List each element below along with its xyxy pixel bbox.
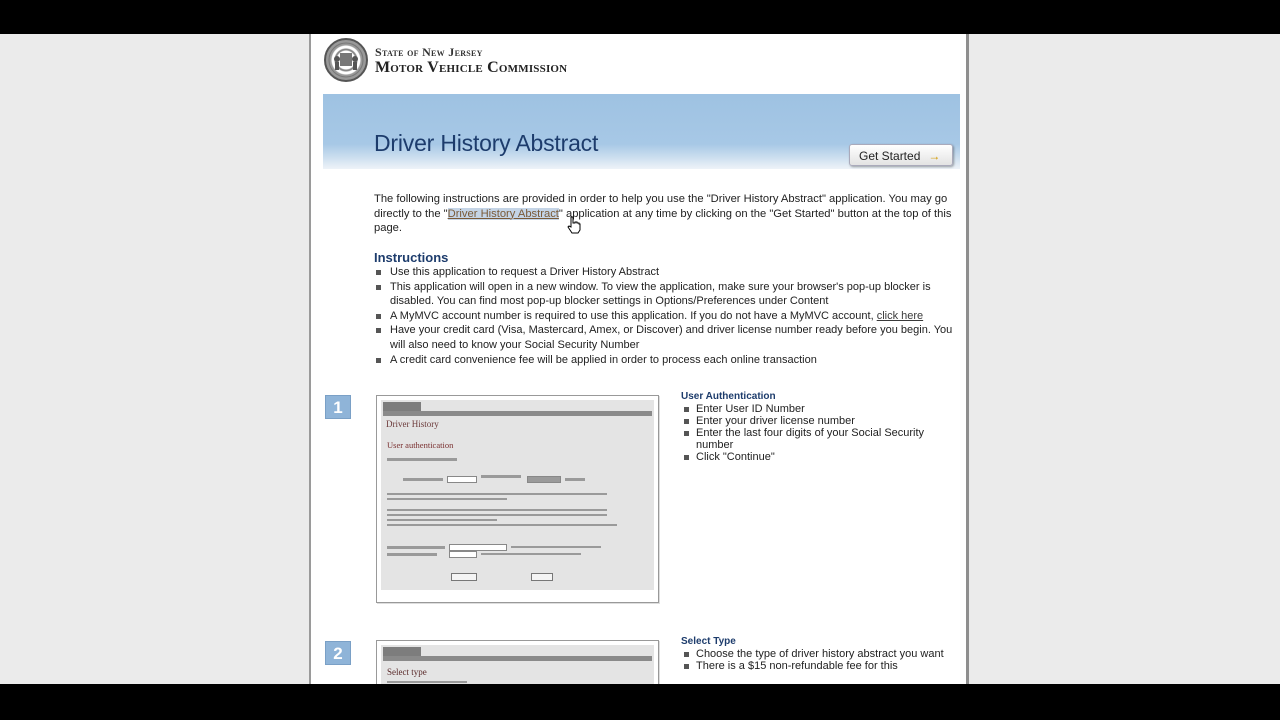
intro-text-start: The following instructions are provided in order to help you use the "Driver History Abstract" application. You may go directly to the ": [374, 193, 948, 220]
screenshot-subtitle: User authentication: [387, 440, 454, 450]
bullet-icon: [684, 664, 689, 669]
screenshot-text-line: [387, 681, 467, 683]
bullet-icon: [684, 652, 689, 657]
step-2-list: [681, 648, 956, 672]
screenshot-tab: [383, 402, 421, 411]
bullet-icon: [376, 358, 381, 363]
screenshot-field: [527, 476, 561, 483]
list-item: [681, 427, 956, 451]
screenshot-content: [381, 400, 654, 590]
list-item-text: Enter User ID Number: [696, 403, 805, 415]
list-item: [681, 660, 956, 672]
screenshot-title: Driver History: [386, 419, 439, 429]
screenshot-subtitle: Select type: [387, 667, 427, 677]
screenshot-text-line: [481, 553, 581, 555]
screenshot-content: [381, 645, 654, 684]
top-letterbox-bar: [0, 0, 1280, 34]
list-item: [374, 280, 964, 309]
page-banner: [323, 94, 960, 169]
instructions-list: [374, 265, 964, 367]
list-item-text: This application will open in a new window. To view the application, make sure your browser's pop-up blocker is disabled. You can find most pop-up blocker settings in Options/Preferences under Content: [390, 280, 931, 308]
bullet-icon: [684, 431, 689, 436]
list-item-text: Enter your driver license number: [696, 415, 855, 427]
driver-history-abstract-link[interactable]: Driver History Abstract: [447, 207, 559, 220]
list-item: [374, 323, 964, 352]
step-2-title: Select Type: [681, 636, 736, 647]
step-1-title: User Authentication: [681, 391, 776, 402]
list-item-text: Click "Continue": [696, 451, 775, 463]
screenshot-tab: [383, 647, 421, 656]
screenshot-text-line: [387, 458, 457, 461]
step-1-badge: 1: [325, 395, 351, 419]
list-item-text: Choose the type of driver history abstract you want: [696, 648, 944, 660]
screenshot-text-line: [387, 546, 445, 549]
instructions-heading: Instructions: [374, 250, 449, 265]
intro-text-end: " application at any time by clicking on the "Get Started" button at the top of this page.: [374, 207, 952, 235]
screenshot-cancel-button: [531, 573, 553, 581]
bullet-icon: [376, 285, 381, 290]
list-item: [681, 451, 956, 463]
click-here-link[interactable]: click here: [876, 309, 924, 322]
step-2-badge: 2: [325, 641, 351, 665]
screenshot-text-line: [481, 475, 521, 478]
list-item: [681, 415, 956, 427]
list-item: [374, 353, 964, 368]
screenshot-text-line: [403, 478, 443, 481]
bullet-icon: [684, 419, 689, 424]
list-item-text: There is a $15 non-refundable fee for this: [696, 660, 898, 672]
list-item-text: A credit card convenience fee will be applied in order to process each online transaction: [390, 353, 817, 366]
list-item-text: Use this application to request a Driver History Abstract: [390, 266, 660, 278]
org-name-line2: Motor Vehicle Commission: [375, 59, 568, 76]
screenshot-continue-button: [451, 573, 477, 581]
bullet-icon: [376, 270, 381, 275]
state-seal-icon: [324, 38, 368, 82]
list-item-text: A MyMVC account number is required to use this application. If you do not have a MyMVC account,: [390, 309, 877, 322]
screenshot-field: [449, 551, 477, 558]
step-1-list: [681, 403, 956, 463]
screenshot-text-line: [387, 509, 607, 511]
list-item: [681, 648, 956, 660]
page-title: Driver History Abstract: [374, 130, 599, 156]
screenshot-header-bar: [383, 411, 652, 416]
org-name-line1: State of New Jersey: [375, 45, 483, 59]
bullet-icon: [684, 407, 689, 412]
screenshot-header-bar: [383, 656, 652, 661]
list-item: [374, 309, 964, 324]
get-started-button[interactable]: [849, 144, 953, 166]
screenshot-text-line: [387, 514, 607, 516]
page-content: [309, 34, 969, 684]
bullet-icon: [376, 314, 381, 319]
screenshot-text-line: [511, 546, 601, 548]
list-item: [374, 265, 964, 280]
arrow-right-icon: →: [928, 149, 941, 163]
bullet-icon: [684, 455, 689, 460]
screenshot-field: [447, 476, 477, 483]
screenshot-text-line: [387, 553, 437, 556]
bullet-icon: [376, 328, 381, 333]
screenshot-field: [449, 544, 507, 551]
step-2-screenshot: [376, 640, 659, 684]
bottom-letterbox-bar: [0, 684, 1280, 720]
list-item-text: Enter the last four digits of your Social Security number: [696, 427, 925, 451]
list-item-text: Have your credit card (Visa, Mastercard, Amex, or Discover) and driver license number ready before you begin. You will also need to know your Social Security Number: [390, 324, 953, 351]
intro-paragraph: [374, 192, 962, 236]
screenshot-text-line: [387, 519, 497, 521]
hand-pointer-cursor-icon: [567, 216, 581, 234]
get-started-label: Get Started: [859, 149, 921, 163]
list-item: [681, 403, 956, 415]
screenshot-text-line: [387, 498, 507, 500]
screenshot-text-line: [565, 478, 585, 481]
screenshot-text-line: [387, 524, 617, 526]
screenshot-text-line: [387, 493, 607, 495]
step-1-screenshot: [376, 395, 659, 603]
